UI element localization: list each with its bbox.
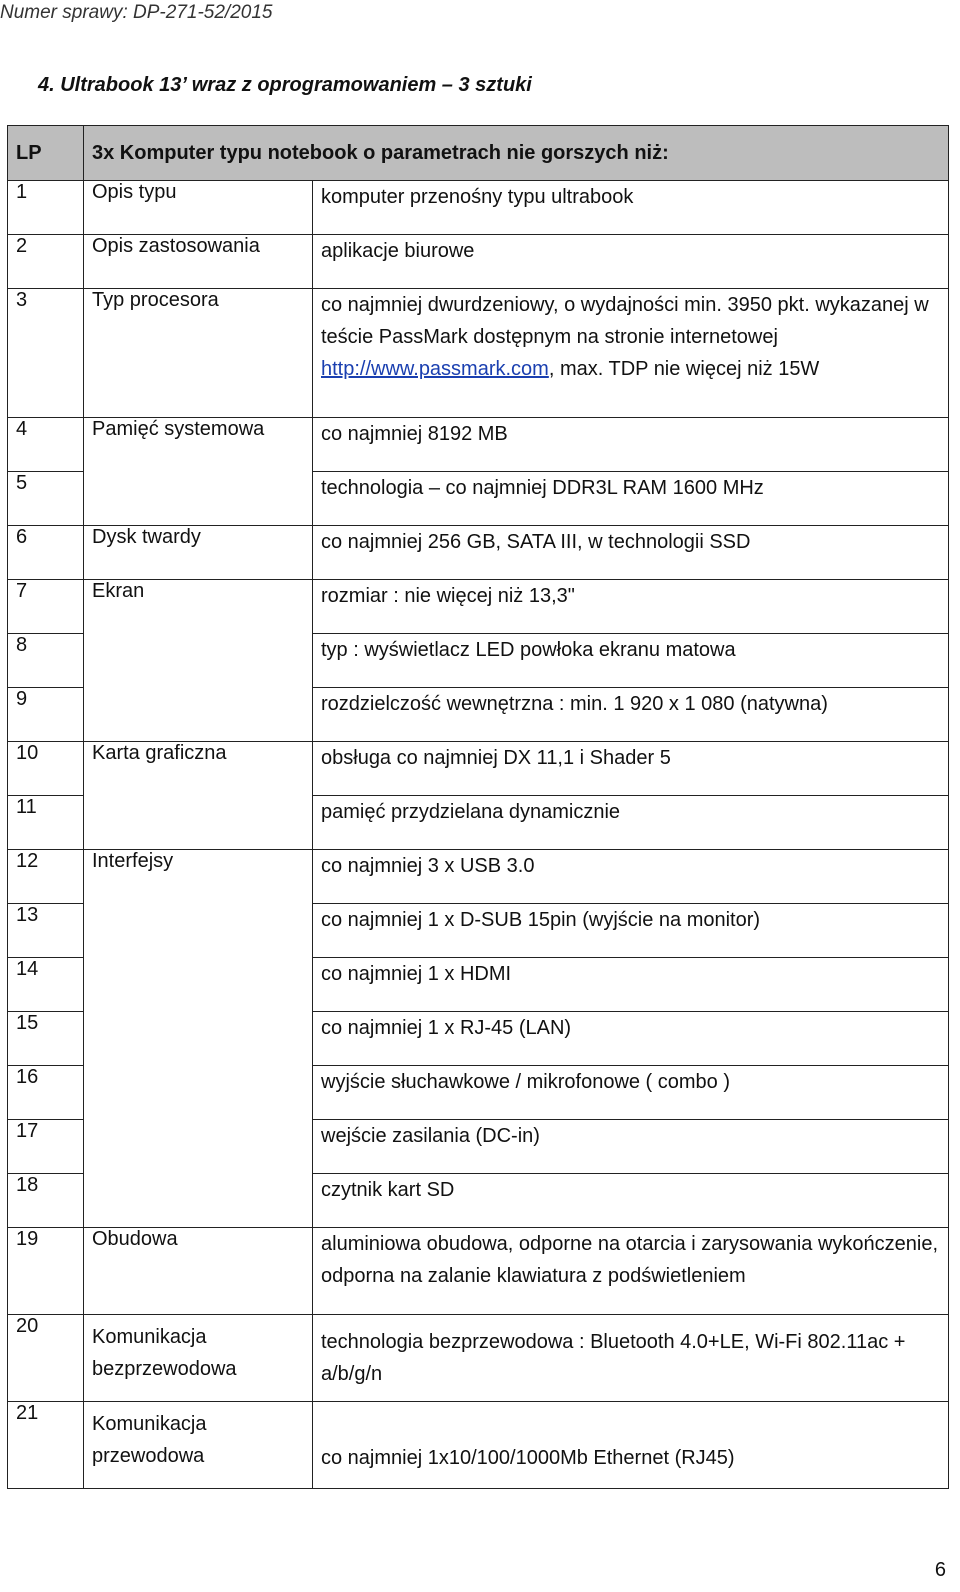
row-number: 3: [8, 289, 84, 418]
table-row: [8, 1228, 949, 1315]
param-name: Karta graficzna: [84, 742, 313, 850]
row-number: 15: [8, 1012, 84, 1066]
row-number: 17: [8, 1120, 84, 1174]
param-value: co najmniej 8192 MB: [313, 418, 949, 472]
param-name: Typ procesora: [84, 289, 313, 418]
passmark-link[interactable]: http://www.passmark.com: [321, 358, 549, 380]
spec-table: [7, 125, 949, 1489]
value-text: , max. TDP nie więcej niż 15W: [548, 358, 820, 380]
row-number: 11: [8, 796, 84, 850]
row-number: 20: [8, 1315, 84, 1402]
param-name: Pamięć systemowa: [84, 418, 313, 526]
row-number: 18: [8, 1174, 84, 1228]
param-value: co najmniej 1 x HDMI: [313, 958, 949, 1012]
row-number: 9: [8, 688, 84, 742]
table-row: [8, 526, 949, 580]
param-value: typ : wyświetlacz LED powłoka ekranu matowa: [313, 634, 949, 688]
param-value: technologia bezprzewodowa : Bluetooth 4.0+LE, Wi-Fi 802.11ac + a/b/g/n: [313, 1315, 949, 1402]
param-value: rozdzielczość wewnętrzna : min. 1 920 x 1 080 (natywna): [313, 688, 949, 742]
param-value: wejście zasilania (DC-in): [313, 1120, 949, 1174]
param-value: [313, 289, 949, 418]
param-value: co najmniej 1 x RJ-45 (LAN): [313, 1012, 949, 1066]
param-name: Komunikacja bezprzewodowa: [84, 1315, 313, 1402]
row-number: 2: [8, 235, 84, 289]
param-name: Komunikacja przewodowa: [84, 1402, 313, 1489]
row-number: 1: [8, 181, 84, 235]
table-row: [8, 850, 949, 904]
row-number: 10: [8, 742, 84, 796]
table-header-row: [8, 126, 949, 181]
row-number: 4: [8, 418, 84, 472]
value-text: co najmniej dwurdzeniowy, o wydajności min. 3950 pkt. wykazanej w teście PassMark dostępnym na stronie internetowej: [321, 294, 929, 348]
param-name: Opis zastosowania: [84, 235, 313, 289]
param-value: wyjście słuchawkowe / mikrofonowe ( combo ): [313, 1066, 949, 1120]
row-number: 19: [8, 1228, 84, 1315]
param-value: czytnik kart SD: [313, 1174, 949, 1228]
table-row: [8, 580, 949, 634]
row-number: 16: [8, 1066, 84, 1120]
param-value: aplikacje biurowe: [313, 235, 949, 289]
param-name: Opis typu: [84, 181, 313, 235]
section-title: 4. Ultrabook 13’ wraz z oprogramowaniem – 3 sztuki: [38, 74, 532, 96]
table-row: [8, 742, 949, 796]
case-number: Numer sprawy: DP-271-52/2015: [0, 2, 273, 23]
col-title-header: 3x Komputer typu notebook o parametrach nie gorszych niż:: [84, 126, 949, 181]
param-name: Obudowa: [84, 1228, 313, 1315]
param-value: co najmniej 1 x D-SUB 15pin (wyjście na monitor): [313, 904, 949, 958]
row-number: 7: [8, 580, 84, 634]
param-value: co najmniej 3 x USB 3.0: [313, 850, 949, 904]
table-row: [8, 418, 949, 472]
param-value: komputer przenośny typu ultrabook: [313, 181, 949, 235]
param-value: aluminiowa obudowa, odporne na otarcia i zarysowania wykończenie, odporna na zalanie klawiatura z podświetleniem: [313, 1228, 949, 1315]
param-value: co najmniej 1x10/100/1000Mb Ethernet (RJ45): [313, 1402, 949, 1489]
param-value: co najmniej 256 GB, SATA III, w technologii SSD: [313, 526, 949, 580]
table-row: [8, 235, 949, 289]
param-value: technologia – co najmniej DDR3L RAM 1600 MHz: [313, 472, 949, 526]
row-number: 5: [8, 472, 84, 526]
row-number: 21: [8, 1402, 84, 1489]
row-number: 13: [8, 904, 84, 958]
param-value: pamięć przydzielana dynamicznie: [313, 796, 949, 850]
table-row: [8, 289, 949, 418]
row-number: 8: [8, 634, 84, 688]
param-name: Interfejsy: [84, 850, 313, 1228]
row-number: 12: [8, 850, 84, 904]
table-row: [8, 1402, 949, 1489]
param-value: rozmiar : nie więcej niż 13,3": [313, 580, 949, 634]
page-number: 6: [934, 1559, 946, 1581]
param-name: Dysk twardy: [84, 526, 313, 580]
row-number: 6: [8, 526, 84, 580]
param-value: obsługa co najmniej DX 11,1 i Shader 5: [313, 742, 949, 796]
col-lp-header: LP: [8, 126, 84, 181]
table-row: [8, 1315, 949, 1402]
param-name: Ekran: [84, 580, 313, 742]
table-row: [8, 181, 949, 235]
row-number: 14: [8, 958, 84, 1012]
